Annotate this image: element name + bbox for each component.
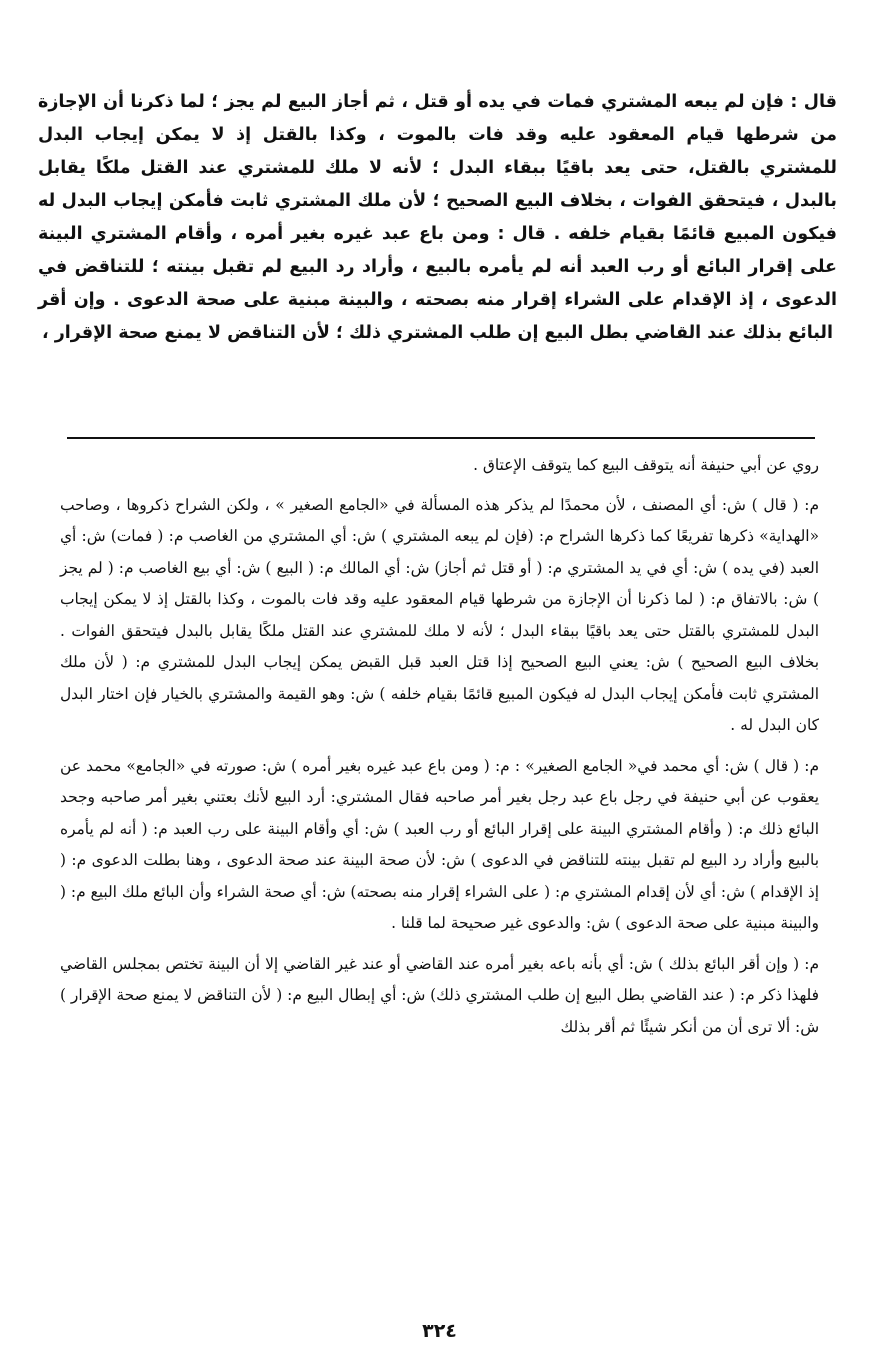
commentary-paragraph: م: ( قال ) ش: أي المصنف ، لأن محمدًا لم يذكر هذه المسألة في «الجامع الصغير » ، ولكن الشراح ذكروها ، وصاحب «الهداية» ذكرها تفريعًا كما ذكرها الشراح م: (فإن لم يبعه المشتري ) ش: أي المشتري من الغاصب م: ( فمات) ش: أي العبد (في يده ) ش: أي في يد المشتري م: ( أو قتل ثم أجاز) ش: أي المالك م: ( البيع ) ش: أي بيع الغاصب م: ( لم يجز ) ش: بالاتفاق م: ( لما ذكرنا أن الإجازة من شرطها قيام المعقود عليه وقد فات بالموت ، وكذا بالقتل إذ لا يمكن إيجاب البدل للمشتري بالقتل حتى يعد باقيًا ببقاء البدل ؛ لأنه لا ملك للمشتري عند القتل ملكًا يقابل بالبدل فيتحقق الفوات . بخلاف البيع الصحيح ) ش: يعني البيع الصحيح إذا قتل العبد قبل القبض يمكن إيجاب البدل للمشتري م: ( لأن ملك المشتري ثابت فأمكن إيجاب البدل له فيكون المبيع قائمًا بقيام خلفه ) ش: وهو القيمة والمشتري بالخيار فإن اختار البدل كان البدل له . xyxy=(60,495,819,734)
main-text-matn: قال : فإن لم يبعه المشتري فمات في يده أو قتل ، ثم أجاز البيع لم يجز ؛ لما ذكرنا أن الإجازة من شرطها قيام المعقود عليه وقد فات بالموت ، وكذا بالقتل إذ لا يمكن إيجاب البدل للمشتري بالقتل، حتى يعد باقيًا ببقاء البدل ؛ لأنه لا ملك للمشتري عند القتل ملكًا يقابل بالبدل ، فيتحقق الفوات ، بخلاف البيع الصحيح ؛ لأن ملك المشتري ثابت فأمكن إيجاب البدل له فيكون المبيع قائمًا بقيام خلفه . قال : ومن باع عبد غيره بغير أمره ، وأقام المشتري البينة على إقرار البائع أو رب العبد أنه لم يأمره بالبيع ، وأراد رد البيع لم تقبل بينته ؛ للتناقض في الدعوى ، إذ الإقدام على الشراء إقرار منه بصحته ، والبينة مبنية على صحة الدعوى . وإن أقر البائع بذلك عند القاضي بطل البيع إن طلب المشتري ذلك ؛ لأن التناقض لا يمنع صحة الإقرار ، xyxy=(38,92,837,343)
commentary-paragraph: روي عن أبي حنيفة أنه يتوقف البيع كما يتوقف الإعتاق . xyxy=(473,456,819,474)
commentary-sharh xyxy=(60,450,819,1052)
footnote-divider xyxy=(67,437,815,439)
commentary-paragraph: م: ( وإن أقر البائع بذلك ) ش: أي بأنه باعه بغير أمره عند القاضي أو عند غير القاضي إلا أن البينة تختص بمجلس القاضي فلهذا ذكر م: ( عند القاضي بطل البيع إن طلب المشتري ذلك) ش: أي إبطال البيع م: ( لأن التناقض لا يمنع صحة الإقرار ) ش: ألا ترى أن من أنكر شيئًا ثم أقر بذلك xyxy=(60,954,819,1036)
page-number: ٣٢٤ xyxy=(422,1320,457,1342)
commentary-paragraph: م: ( قال ) ش: أي محمد في« الجامع الصغير» : م: ( ومن باع عبد غيره بغير أمره ) ش: صورته في «الجامع» محمد عن يعقوب عن أبي حنيفة في رجل باع عبد رجل بغير أمر صاحبه فقال المشتري: أرد البيع لأنك بعتني بغير أمر صاحبه وجحد البائع ذلك م: ( وأقام المشتري البينة على إقرار البائع أو رب العبد ) ش: أي وأقام البينة على رب العبد م: ( أنه لم يأمره بالبيع وأراد رد البيع لم تقبل بينته للتناقض في الدعوى ) ش: لأن صحة البينة عند صحة الدعوى ، وهنا بطلت الدعوى م: ( إذ الإقدام ) ش: أي لأن إقدام المشتري م: ( على الشراء إقرار منه بصحته) ش: أي صحة الشراء وأن البائع ملك البيع م: ( والبينة مبنية على صحة الدعوى ) ش: والدعوى غير صحيحة لما قلنا . xyxy=(60,756,819,932)
